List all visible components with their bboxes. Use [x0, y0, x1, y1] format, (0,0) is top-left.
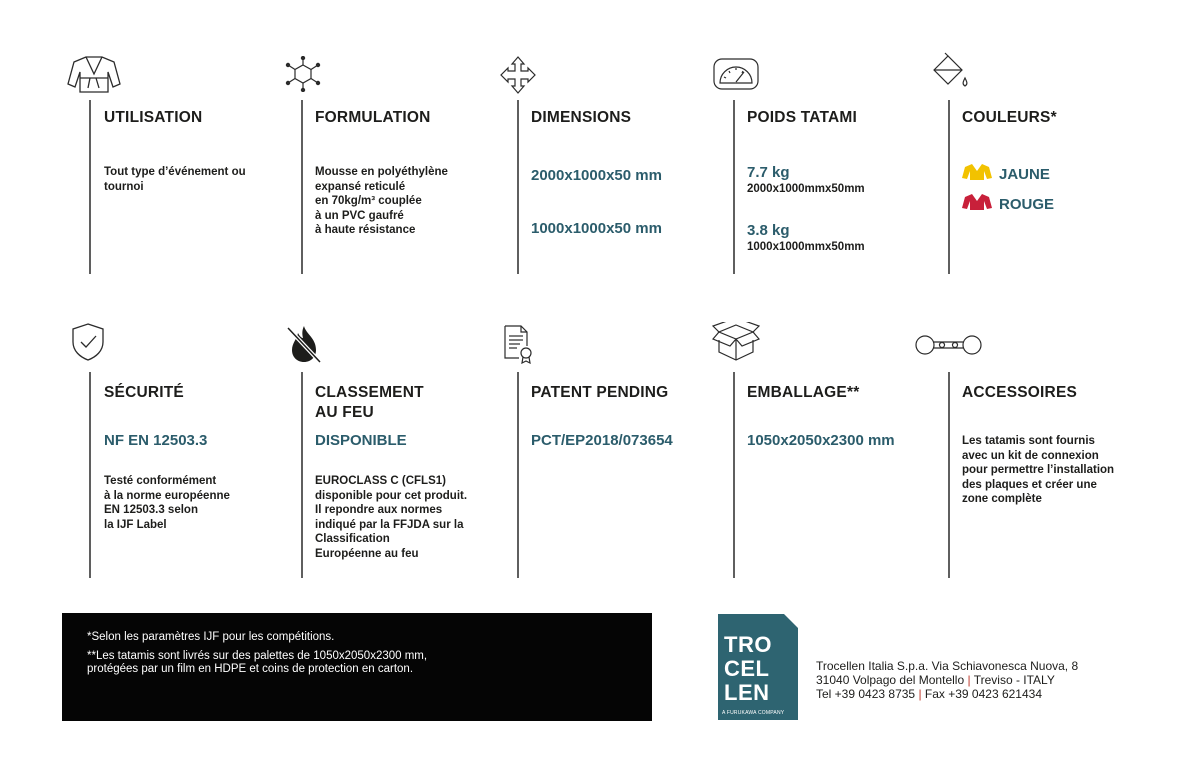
divider	[948, 372, 950, 578]
securite-title: SÉCURITÉ	[104, 384, 184, 401]
divider	[301, 100, 303, 274]
footnotes-box	[62, 613, 652, 721]
divider	[301, 372, 303, 578]
formulation-text: Mousse en polyéthylène expansé reticulé en 70kg/m³ couplée à un PVC gaufré à haute résistance	[315, 166, 448, 236]
scale-gauge-icon	[713, 58, 759, 90]
judogi-red-icon	[962, 193, 992, 216]
shield-check-icon	[70, 322, 106, 362]
connector-icon	[914, 334, 984, 356]
divider	[517, 372, 519, 578]
judogi-icon	[66, 54, 122, 94]
weight-entry: 3.8 kg 1000x1000mmx50mm	[747, 222, 865, 253]
accessoires-title: ACCESSOIRES	[962, 384, 1078, 401]
trocellen-logo: TRO CEL LEN A FURUKAWA COMPANY	[718, 614, 798, 720]
securite-highlight: NF EN 12503.3	[104, 432, 208, 449]
dimension-value: 2000x1000x50 mm	[531, 167, 662, 184]
dimension-value: 1000x1000x50 mm	[531, 220, 662, 237]
certificate-icon	[503, 324, 535, 364]
poids-title: POIDS TATAMI	[747, 109, 858, 126]
classement-highlight: DISPONIBLE	[315, 432, 407, 449]
classement-text: EUROCLASS C (CFLS1) disponible pour cet produit. Il repondre aux normes indiqué par la FFJDA sur la Classification Européenne au feu	[315, 475, 468, 560]
utilisation-title: UTILISATION	[104, 109, 203, 126]
arrows-move-icon	[497, 56, 539, 94]
emballage-highlight: 1050x2050x2300 mm	[747, 432, 895, 449]
company-address: Trocellen Italia S.p.a. Via Schiavonesca Nuova, 8 31040 Volpago del Montello | Treviso - ITALY Tel +39 0423 8735 | Fax +39 0423 621434	[816, 659, 1079, 701]
color-option-rouge: ROUGE	[962, 193, 1054, 216]
classement-title: CLASSEMENT AU FEU	[315, 384, 424, 421]
color-option-jaune: JAUNE	[962, 163, 1050, 186]
footnote: *Selon les paramètres IJF pour les compétitions.	[87, 631, 335, 643]
divider	[733, 100, 735, 274]
dimensions-title: DIMENSIONS	[531, 109, 632, 126]
judogi-yellow-icon	[962, 163, 992, 186]
emballage-title: EMBALLAGE**	[747, 384, 860, 401]
divider	[517, 100, 519, 274]
divider	[89, 372, 91, 578]
divider	[89, 100, 91, 274]
accessoires-text: Les tatamis sont fournis avec un kit de connexion pour permettre l’installation des plaques et créer une zone complète	[962, 435, 1115, 505]
utilisation-text: Tout type d’événement ou tournoi	[104, 166, 246, 193]
molecule-icon	[285, 56, 321, 92]
footnote: **Les tatamis sont livrés sur des palettes de 1050x2050x2300 mm, protégées par un film en HDPE et coins de protection en carton.	[87, 650, 428, 675]
patent-title: PATENT PENDING	[531, 384, 669, 401]
box-icon	[711, 322, 761, 362]
divider	[733, 372, 735, 578]
weight-entry: 7.7 kg 2000x1000mmx50mm	[747, 164, 865, 195]
paint-bucket-icon	[930, 52, 970, 92]
divider	[948, 100, 950, 274]
securite-text: Testé conformément à la norme européenne EN 12503.3 selon la IJF Label	[104, 475, 230, 531]
couleurs-title: COULEURS*	[962, 109, 1057, 126]
fire-crossed-icon	[286, 324, 322, 364]
formulation-title: FORMULATION	[315, 109, 431, 126]
patent-highlight: PCT/EP2018/073654	[531, 432, 673, 449]
